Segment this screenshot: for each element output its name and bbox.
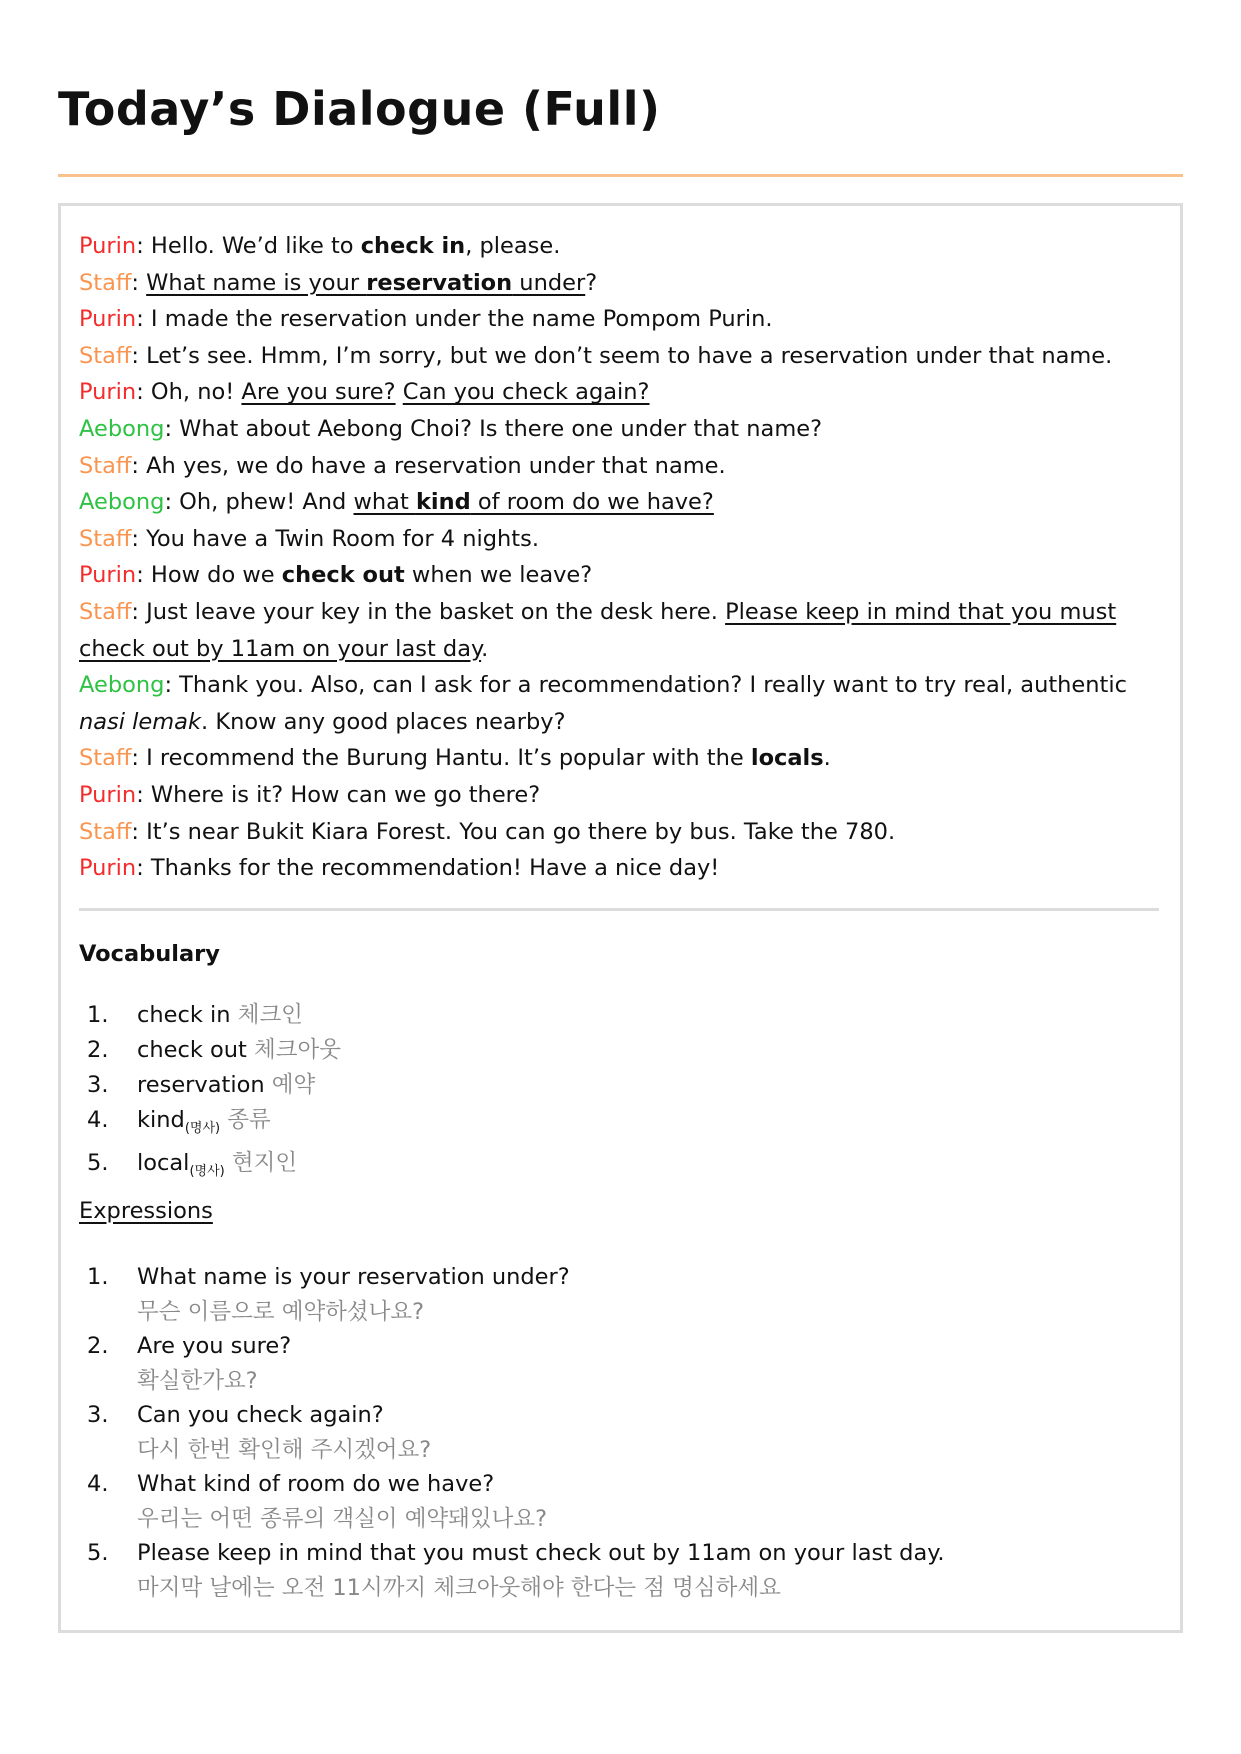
speaker-name: Purin [79, 562, 137, 589]
speaker-name: Aebong [79, 489, 165, 516]
dialogue-line [79, 228, 1159, 265]
korean-translation: 현지인 [231, 1150, 298, 1176]
dialogue-text: : Where is it? How can we go there? [136, 781, 541, 808]
expression-item [87, 1536, 945, 1605]
dialogue-line [79, 740, 1159, 777]
vocabulary-item [87, 1068, 341, 1103]
korean-translation: 무슨 이름으로 예약하셨나요? [137, 1298, 425, 1325]
english-term: check out [137, 1037, 247, 1063]
dialogue [79, 228, 1159, 887]
dialogue-text: : I recommend the Burung Hantu. It’s popular with the [131, 745, 751, 772]
speaker-name: Staff [79, 269, 132, 296]
item-number: 3. [87, 1402, 109, 1428]
dialogue-text: Please keep in mind that you must check out by 11am on your last day [79, 598, 1117, 662]
item-number: 4. [87, 1471, 109, 1497]
dialogue-text: : Oh, phew! And [164, 489, 354, 516]
dialogue-line [79, 265, 1159, 302]
dialogue-line [79, 448, 1159, 485]
speaker-name: Staff [79, 598, 132, 625]
korean-translation: 확실한가요? [137, 1367, 258, 1394]
dialogue-text: Are you sure? [241, 379, 396, 406]
item-number: 1. [87, 1264, 109, 1290]
dialogue-text [396, 379, 403, 405]
expression-item [87, 1398, 945, 1467]
korean-translation: 우리는 어떤 종류의 객실이 예약돼있나요? [137, 1505, 548, 1532]
dialogue-text: reservation [366, 269, 513, 296]
speaker-name: Staff [79, 452, 132, 479]
expression-item [87, 1329, 945, 1398]
item-number: 5. [87, 1150, 109, 1176]
english-term: kind [137, 1107, 185, 1133]
vocabulary-item [87, 998, 341, 1033]
dialogue-text: : Oh, no! [136, 379, 242, 406]
dialogue-text: : Hello. We’d like to [136, 233, 361, 259]
item-number: 2. [87, 1333, 109, 1359]
korean-translation: 마지막 날에는 오전 11시까지 체크아웃해야 한다는 점 명심하세요 [137, 1574, 781, 1601]
vocabulary-item [87, 1146, 341, 1189]
dialogue-text: under [512, 269, 586, 296]
dialogue-text: when we leave? [404, 562, 593, 589]
dialogue-line [79, 484, 1159, 521]
english-expression: What name is your reservation under? [137, 1264, 570, 1290]
speaker-name: Purin [79, 233, 137, 259]
dialogue-line [79, 814, 1159, 851]
vocabulary-heading: Vocabulary [79, 941, 220, 967]
part-of-speech: (명사) [189, 1164, 225, 1179]
dialogue-text: what [353, 489, 416, 516]
title-rule [58, 174, 1183, 177]
part-of-speech: (명사) [184, 1121, 221, 1136]
dialogue-text: nasi lemak [79, 708, 202, 735]
korean-translation: 체크인 [237, 1002, 303, 1028]
english-expression: Please keep in mind that you must check out by 11am on your last day. [137, 1540, 945, 1566]
section-divider [79, 908, 1159, 911]
dialogue-text: : [131, 269, 147, 296]
dialogue-line [79, 777, 1159, 814]
dialogue-line [79, 667, 1159, 740]
dialogue-text: : Just leave your key in the basket on the desk here. [131, 598, 726, 625]
speaker-name: Staff [79, 342, 132, 369]
expression-item [87, 1467, 945, 1536]
expressions-heading: Expressions [79, 1198, 213, 1224]
speaker-name: Staff [79, 745, 132, 772]
speaker-name: Purin [79, 781, 137, 808]
dialogue-text: : Thanks for the recommendation! Have a nice day! [136, 855, 720, 882]
item-number: 1. [87, 1002, 109, 1028]
dialogue-text: : Ah yes, we do have a reservation under that name. [131, 452, 726, 479]
korean-translation: 체크아웃 [254, 1037, 341, 1063]
dialogue-line [79, 521, 1159, 558]
dialogue-text: : Thank you. Also, can I ask for a recommendation? I really want to try real, authentic [164, 672, 1127, 699]
english-term: check in [137, 1002, 231, 1028]
dialogue-line [79, 374, 1159, 411]
speaker-name: Staff [79, 525, 132, 552]
vocabulary-item [87, 1033, 341, 1068]
dialogue-text: . [823, 745, 831, 772]
dialogue-text: : You have a Twin Room for 4 nights. [131, 525, 539, 552]
dialogue-line [79, 594, 1159, 667]
dialogue-text: : It’s near Bukit Kiara Forest. You can go there by bus. Take the 780. [131, 818, 896, 845]
dialogue-line [79, 411, 1159, 448]
korean-translation: 종류 [227, 1107, 271, 1133]
speaker-name: Aebong [79, 672, 165, 699]
vocabulary-list [87, 998, 341, 1189]
dialogue-text: ? [585, 269, 598, 296]
english-term: reservation [137, 1072, 265, 1098]
vocabulary-item [87, 1103, 341, 1146]
english-expression: Are you sure? [137, 1333, 292, 1359]
expression-item [87, 1260, 945, 1329]
dialogue-line [79, 338, 1159, 375]
speaker-name: Purin [79, 306, 137, 333]
dialogue-text: locals [750, 745, 824, 772]
english-expression: Can you check again? [137, 1402, 384, 1428]
dialogue-text: : I made the reservation under the name Pompom Purin. [136, 306, 773, 333]
dialogue-text: What name is your [146, 269, 367, 296]
english-expression: What kind of room do we have? [137, 1471, 495, 1497]
korean-translation: 다시 한번 확인해 주시겠어요? [137, 1436, 432, 1463]
dialogue-line [79, 850, 1159, 887]
dialogue-text: kind [415, 489, 471, 516]
item-number: 4. [87, 1107, 109, 1133]
dialogue-text: of room do we have? [470, 489, 714, 516]
dialogue-text: check out [281, 562, 405, 589]
speaker-name: Staff [79, 818, 132, 845]
item-number: 3. [87, 1072, 109, 1098]
item-number: 5. [87, 1540, 109, 1566]
dialogue-text: : Let’s see. Hmm, I’m sorry, but we don’t seem to have a reservation under that name. [131, 342, 1113, 369]
dialogue-text: . Know any good places nearby? [201, 708, 566, 735]
expressions-list [87, 1260, 945, 1605]
item-number: 2. [87, 1037, 109, 1063]
content-box [58, 203, 1183, 1633]
dialogue-text: : What about Aebong Choi? Is there one under that name? [164, 415, 823, 442]
dialogue-line [79, 301, 1159, 338]
dialogue-text: : How do we [136, 562, 282, 589]
speaker-name: Aebong [79, 415, 165, 442]
dialogue-text: . [481, 635, 489, 662]
speaker-name: Purin [79, 379, 137, 406]
english-term: local [137, 1150, 190, 1176]
speaker-name: Purin [79, 855, 137, 882]
dialogue-line [79, 557, 1159, 594]
korean-translation: 예약 [271, 1072, 316, 1098]
dialogue-text: Can you check again? [402, 379, 650, 406]
page-title: Today’s Dialogue (Full) [58, 82, 661, 136]
dialogue-text: , please. [465, 233, 561, 259]
dialogue-text: check in [360, 233, 466, 259]
